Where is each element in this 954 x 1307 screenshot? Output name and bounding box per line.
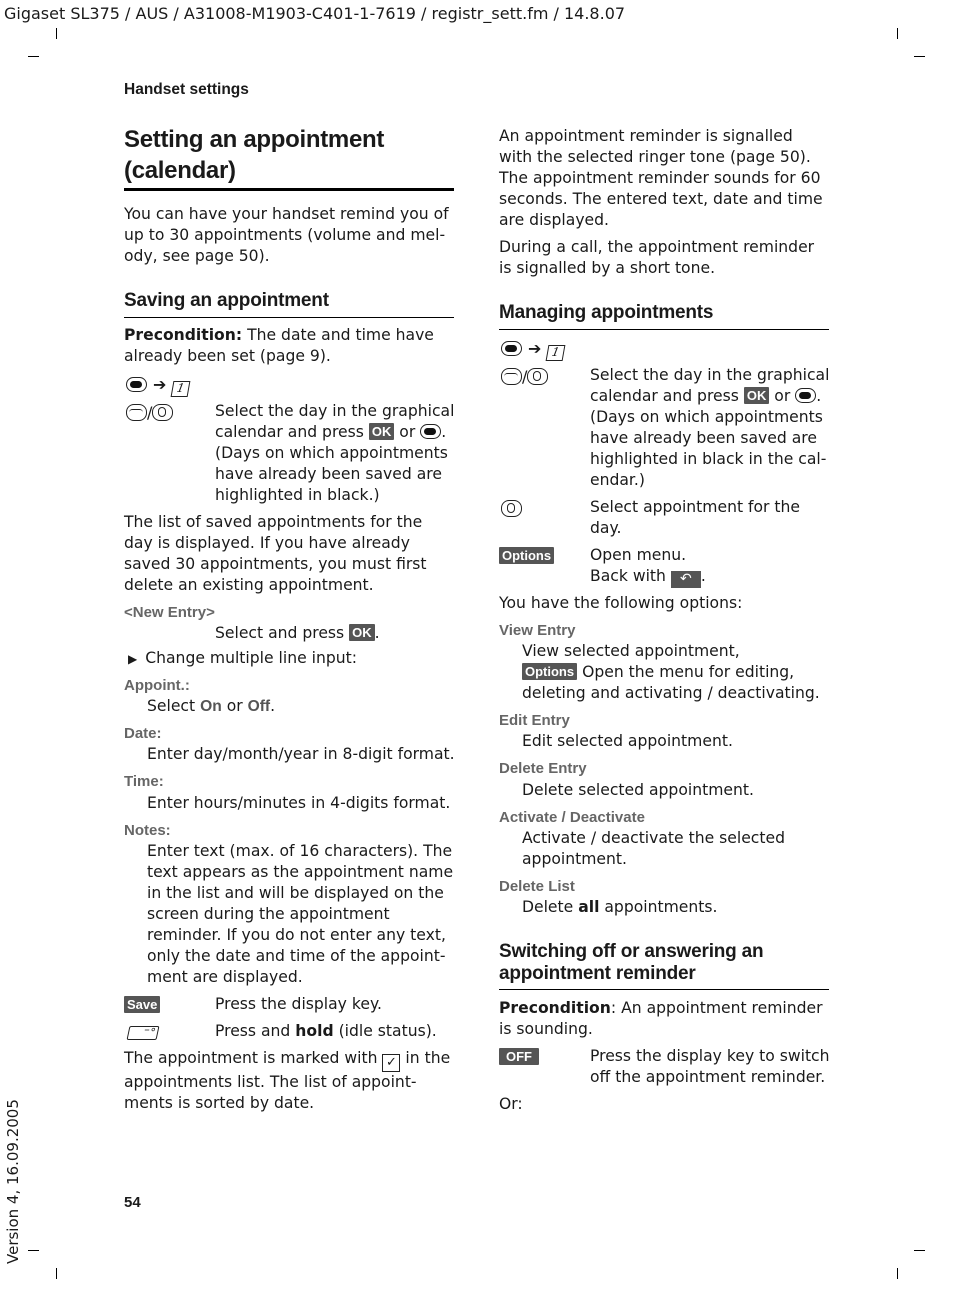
view-entry-label: View Entry (499, 622, 576, 639)
menu-path (501, 339, 564, 361)
call-text: During a call, the appointment reminder is signalled by a short tone. (499, 238, 815, 277)
appoint-text: Select On or Off. (147, 697, 276, 715)
time-label: Time: (124, 773, 164, 790)
precondition: Precondition: The date and time have already been set (page 9). (124, 326, 434, 365)
nav-up-down-icon (152, 404, 173, 421)
crop-mark (56, 28, 57, 39)
menu-key-icon (126, 377, 147, 392)
crop-mark (897, 28, 898, 39)
notes-label: Notes: (124, 822, 171, 839)
change-multi: ▶ Change multiple line input: (128, 649, 357, 667)
new-entry-label: <New Entry> (124, 604, 215, 621)
select-and-press: Select and press OK . (215, 624, 380, 642)
off-key: OFF (499, 1047, 539, 1066)
crop-mark (28, 1250, 39, 1251)
subtitle-rule (499, 329, 829, 330)
edit-entry-label: Edit Entry (499, 712, 570, 729)
activate-label: Activate / Deactivate (499, 809, 645, 826)
delete-entry-text: Delete selected appointment. (522, 781, 754, 799)
select-day-text: Select the day in the graphical calendar and press OK or . (Days on which appointments have already been saved are highlighted in black.) (215, 402, 455, 504)
page-number: 54 (124, 1194, 141, 1211)
doc-info-line: Gigaset SL375 / AUS / A31008-M1903-C401-1-7619 / registr_sett.fm / 14.8.07 (4, 4, 626, 23)
nav-keys: / (501, 367, 548, 386)
or-text: Or: (499, 1095, 523, 1113)
crop-mark (28, 56, 39, 57)
select-appt-text: Select appointment for the day. (590, 498, 801, 537)
delete-entry-label: Delete Entry (499, 760, 587, 777)
menu-key-icon (420, 424, 441, 439)
back-key-icon: ↶ (671, 571, 701, 588)
options-key: Options (499, 546, 554, 565)
arrow-icon: ➔ (528, 339, 542, 358)
date-label: Date: (124, 725, 162, 742)
appoint-label: Appoint.: (124, 677, 190, 694)
version-side-text: Version 4, 16.09.2005 (4, 1099, 22, 1264)
marked-text: The appointment is marked with ✓ in the appointments list. The list of appoint-ments is sorted by date. (124, 1049, 451, 1112)
list-text: The list of saved appointments for the day is displayed. If you have already saved 30 appointments, you must first delete an existing appointment. (124, 513, 427, 594)
arrow-icon: ➔ (153, 375, 167, 394)
options-key: Options (522, 663, 577, 680)
following-options: You have the following options: (499, 594, 743, 612)
select-day-text: Select the day in the graphical calendar and press OK or . (Days on which appointments have already been saved are highlighted in black in the cal-endar.) (590, 366, 830, 489)
nav-up-down-icon (527, 368, 548, 385)
nav-keys: / (126, 403, 173, 422)
left-column (124, 124, 454, 186)
save-text: Press the display key. (215, 995, 382, 1013)
menu-key-icon (795, 388, 816, 403)
activate-text: Activate / deactivate the selected appointment. (522, 829, 785, 868)
section-title: Setting an appointment (calendar) (124, 126, 385, 184)
intro-text: You can have your handset remind you of up to 30 appointments (volume and mel-ody, see page 50). (124, 205, 449, 265)
notes-text: Enter text (max. of 16 characters). The text appears as the appointment name in the list and will be displayed on the screen during the appointment reminder. If you do not enter any text, only the date and time of the appoint-ment are displayed. (147, 842, 454, 986)
precondition: Precondition: An appointment reminder is sounding. (499, 999, 823, 1038)
calendar-icon: 1 (546, 345, 566, 361)
managing-title: Managing appointments (499, 302, 714, 323)
date-text: Enter day/month/year in 8-digit format. (147, 745, 455, 763)
crop-mark (914, 56, 925, 57)
menu-key-icon (501, 341, 522, 356)
running-title: Handset settings (124, 81, 249, 98)
nav-left-right-icon (126, 404, 147, 421)
bullet-arrow-icon: ▶ (128, 652, 138, 666)
end-key-icon (128, 1024, 158, 1043)
title-rule (124, 188, 454, 191)
ok-key: OK (349, 624, 375, 641)
save-key: Save (124, 995, 160, 1014)
menu-path (126, 375, 189, 397)
calendar-icon: 1 (171, 381, 191, 397)
delete-list-text: Delete all appointments. (522, 898, 718, 916)
nav-up-down-icon (501, 499, 522, 518)
checkmark-icon: ✓ (382, 1054, 400, 1072)
crop-mark (914, 1250, 925, 1251)
open-menu-text: Open menu. Back with ↶ . (590, 546, 706, 587)
ok-key: OK (744, 387, 770, 404)
time-text: Enter hours/minutes in 4-digits format. (147, 794, 451, 812)
view-entry-text: View selected appointment, Options Open the menu for editing, deleting and activating / deactivating. (522, 642, 820, 702)
ok-key: OK (369, 423, 395, 440)
subtitle-rule (499, 989, 829, 990)
saving-title: Saving an appointment (124, 290, 329, 311)
crop-mark (56, 1268, 57, 1279)
nav-left-right-icon (501, 368, 522, 385)
switch-title: Switching off or answering an appointment reminder (499, 941, 764, 984)
reminder-text: An appointment reminder is signalled with the selected ringer tone (page 50). The appointment reminder sounds for 60 seconds. The entered text, date and time are displayed. (499, 127, 823, 229)
subtitle-rule (124, 317, 454, 318)
off-text: Press the display key to switch off the appointment reminder. (590, 1047, 830, 1086)
crop-mark (897, 1268, 898, 1279)
edit-entry-text: Edit selected appointment. (522, 732, 733, 750)
delete-list-label: Delete List (499, 878, 575, 895)
end-text: Press and hold (idle status). (215, 1022, 437, 1040)
